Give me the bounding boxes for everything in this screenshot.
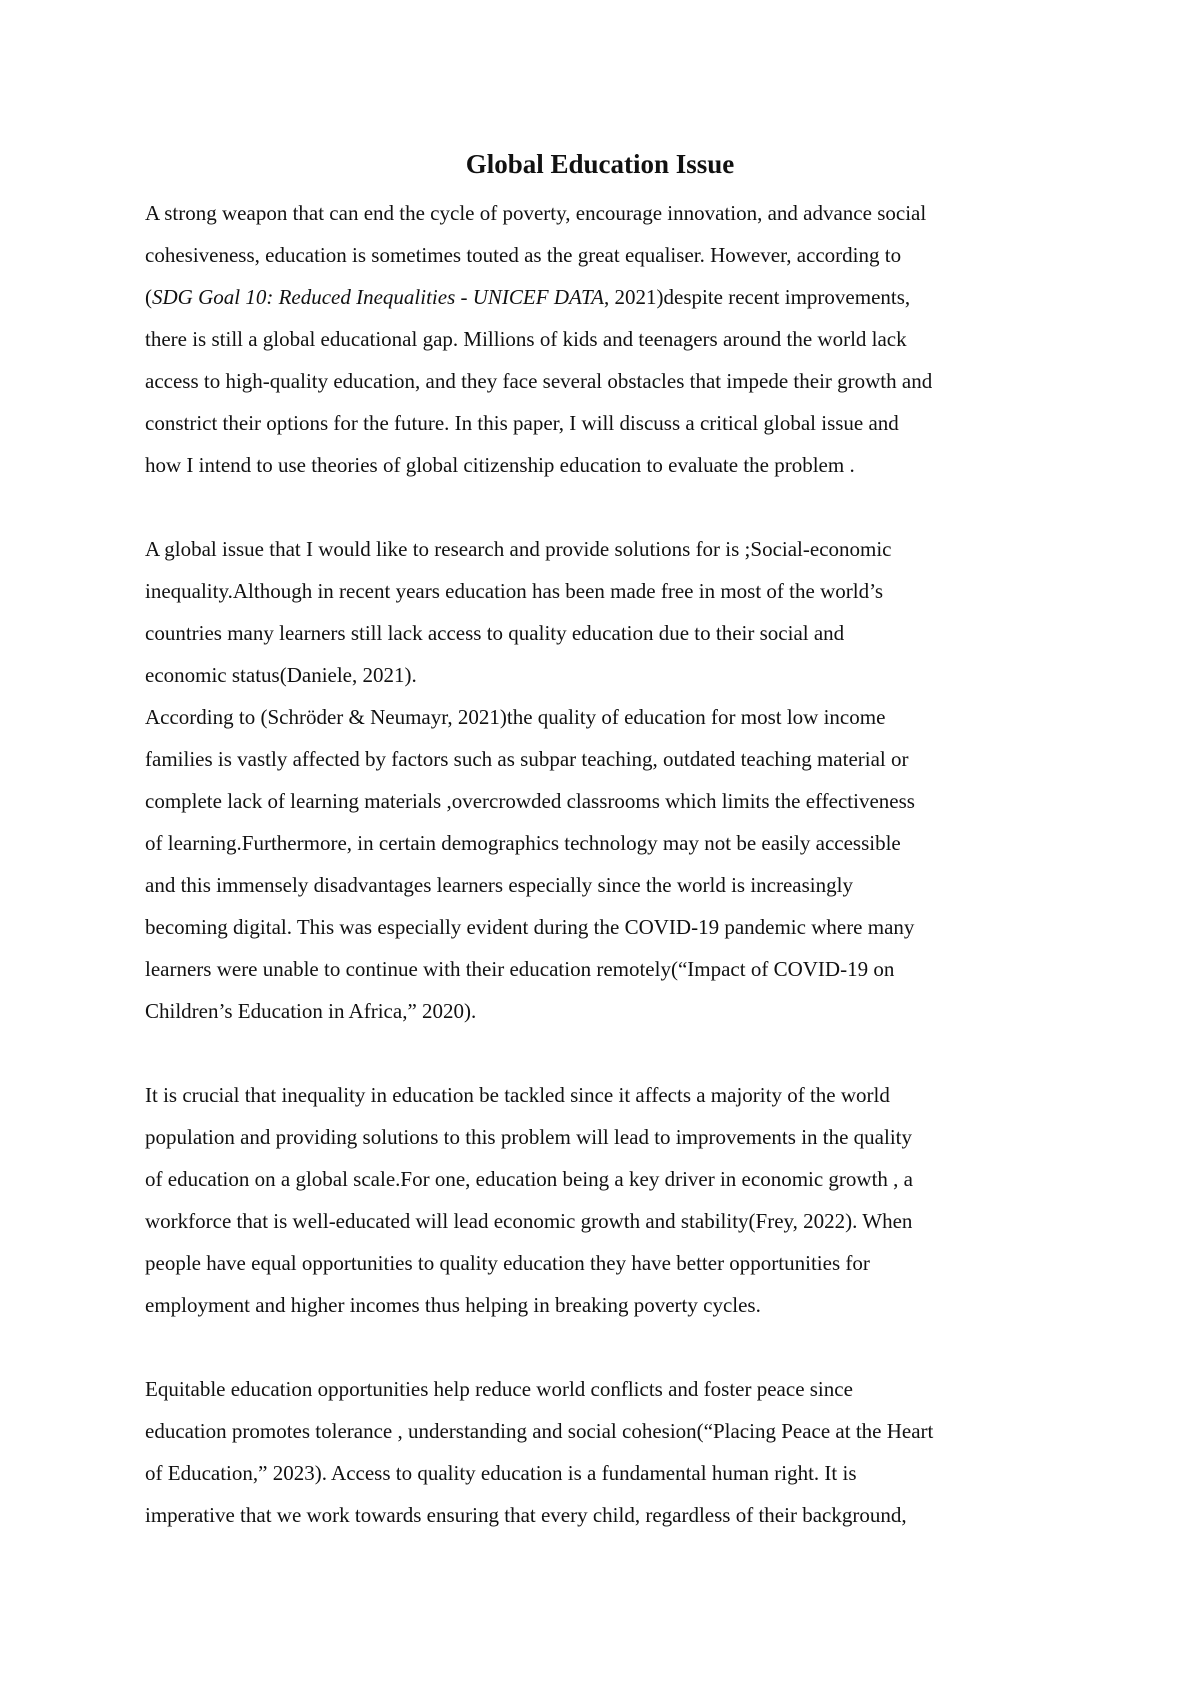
body-text-line: access to high-quality education, and they face several obstacles that impede their growth and <box>145 369 933 393</box>
body-text-line: cohesiveness, education is sometimes touted as the great equaliser. However, according to <box>145 243 902 267</box>
body-text-line: people have equal opportunities to quality education they have better opportunities for <box>145 1251 870 1275</box>
body-text-line: learners were unable to continue with their education remotely(“Impact of COVID-19 on <box>145 957 895 981</box>
body-text-line: how I intend to use theories of global citizenship education to evaluate the problem . <box>145 453 855 477</box>
body-text-line: population and providing solutions to this problem will lead to improvements in the quality <box>145 1125 913 1149</box>
body-text-line: A strong weapon that can end the cycle of poverty, encourage innovation, and advance social <box>145 201 927 225</box>
body-text-line-with-citation <box>145 283 910 311</box>
body-text-line: education promotes tolerance , understanding and social cohesion(“Placing Peace at the Heart <box>145 1419 934 1443</box>
body-text-line: countries many learners still lack access to quality education due to their social and <box>145 621 845 645</box>
body-text-line: economic status(Daniele, 2021). <box>145 663 417 687</box>
body-text-line: becoming digital. This was especially evident during the COVID-19 pandemic where many <box>145 915 915 939</box>
body-text-line: there is still a global educational gap. Millions of kids and teenagers around the world lack <box>145 327 907 351</box>
body-text-line: Equitable education opportunities help reduce world conflicts and foster peace since <box>145 1377 853 1401</box>
body-text-line: workforce that is well-educated will lead economic growth and stability(Frey, 2022). When <box>145 1209 913 1233</box>
document-title: Global Education Issue <box>465 149 735 179</box>
citation-italic-title: SDG Goal 10: Reduced Inequalities - UNICEF DATA <box>152 285 604 309</box>
citation-open: ( <box>145 285 152 309</box>
body-text-line: and this immensely disadvantages learners especially since the world is increasingly <box>145 873 853 897</box>
body-text-line: of learning.Furthermore, in certain demographics technology may not be easily accessible <box>145 831 901 855</box>
body-text-line: employment and higher incomes thus helping in breaking poverty cycles. <box>145 1293 761 1317</box>
body-text-line: imperative that we work towards ensuring that every child, regardless of their background, <box>145 1503 907 1527</box>
body-text-line: of education on a global scale.For one, education being a key driver in economic growth , a <box>145 1167 913 1191</box>
body-text-line: According to (Schröder & Neumayr, 2021)the quality of education for most low income <box>145 705 886 729</box>
body-text-line: of Education,” 2023). Access to quality education is a fundamental human right. It is <box>145 1461 857 1485</box>
citation-close: , 2021)despite recent improvements, <box>604 285 911 309</box>
body-text-line: It is crucial that inequality in education be tackled since it affects a majority of the world <box>145 1083 890 1107</box>
body-text-line: Children’s Education in Africa,” 2020). <box>145 999 477 1023</box>
body-text-line: constrict their options for the future. In this paper, I will discuss a critical global issue and <box>145 411 899 435</box>
body-text-line: A global issue that I would like to research and provide solutions for is ;Social-economic <box>145 537 892 561</box>
body-text-line: inequality.Although in recent years education has been made free in most of the world’s <box>145 579 884 603</box>
body-text-line: complete lack of learning materials ,overcrowded classrooms which limits the effectiveness <box>145 789 915 813</box>
body-text-line: families is vastly affected by factors such as subpar teaching, outdated teaching material or <box>145 747 909 771</box>
